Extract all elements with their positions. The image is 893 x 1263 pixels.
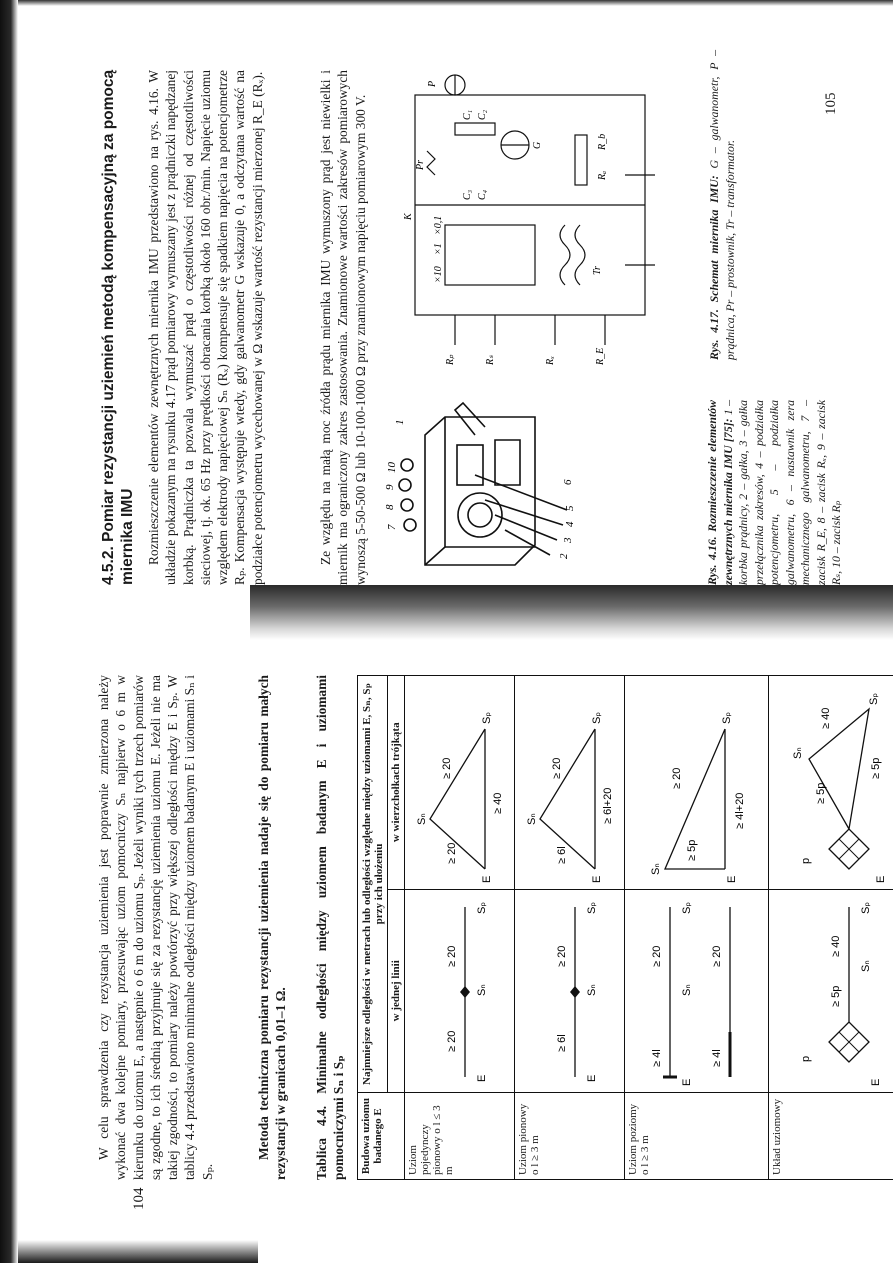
fig416-label-7: 7 (386, 524, 398, 530)
fig416-label-4: 4 (564, 521, 575, 527)
tri-c: ≥ 40 (492, 792, 504, 814)
fig416-label-9: 9 (385, 484, 396, 490)
fig416-label-1: 1 (394, 419, 406, 425)
row-label: Uziom pionowy o l ≥ 3 m (515, 1093, 625, 1180)
fig417-label-x1: ×1 (433, 243, 444, 255)
scan-edge-left (0, 0, 18, 1263)
table-row (625, 676, 769, 1180)
line-E: E (681, 1078, 693, 1086)
figure-4-16 (385, 400, 575, 585)
triangle-diagram (625, 676, 769, 890)
line-d1: ≥ 20 (446, 1030, 458, 1052)
line-d2: ≥ 20 (651, 945, 663, 967)
fig417-label-C4: C₄ (477, 189, 488, 200)
line-d3: ≥ 4l (711, 1049, 723, 1067)
line-E: E (586, 1074, 598, 1082)
table-row (769, 676, 893, 1180)
scan-edge-bottom-left (18, 1240, 258, 1263)
fig417-label-C3: C₃ (462, 189, 473, 200)
tri-a: ≥ 20 (446, 842, 458, 864)
line-Sn: Sₙ (681, 984, 693, 996)
body-paragraph-2: Ze względu na małą moc źródła prądu miernika IMU wymuszony prąd jest niewielki i miernik ma ograniczony zakres zastosowania. Znamionowe wartości zakresów pomiarowych wynoszą 5-50-500 Ω lub 10-100-1000 Ω przy znamionowym napięciu pomiarowym 300 V. (318, 70, 368, 585)
line-d2: ≥ 40 (830, 935, 842, 957)
method-heading: Metoda techniczna pomiaru rezystancji uziemienia nadaje się do pomiaru małych rezystancji w granicach 0,01–1 Ω. (256, 675, 289, 1180)
tri-Sp: Sₚ (868, 692, 880, 705)
tri-b: ≥ 5p (870, 757, 882, 779)
body-paragraph-1: Rozmieszczenie elementów zewnętrznych miernika IMU przedstawiono na rys. 4.16. W układzie pokazanym na rysunku 4.17 prąd pomiarowy wymuszany jest z prądniczki napędzanej korbką. Prądniczka ta pozwala wymuszać prąd o częstotliwości różnej od częstotliwości sieciowej, tj. ok. 65 Hz przy prędkości obracania korbką około 160 obr./min. Napięcie uziomu względem elektrody napięciowej Sₙ (Rₓ) kompensuje się spadkiem napięcia na potencjometrze Rₚ. Kompensacja występuje wtedy, gdy galwanometr G wskazuje 0, a odczytana wartość na podziałce potencjometru wycechowanej w Ω wskazuje wartość rezystancji mierzonej R_E (Rₓ). (146, 70, 265, 585)
page-number-105: 105 (823, 92, 839, 115)
table-row (405, 676, 515, 1180)
fig417-label-x01: ×0,1 (433, 215, 444, 235)
fig417-label-G: G (532, 141, 543, 149)
row-label: Układ uziomowy (769, 1093, 893, 1180)
table-caption: Tablica 4.4. Minimalne odległości między uziomem badanym E i uziomami pomocniczymi Sₙ i Sₚ (314, 675, 347, 1180)
line-Sn: Sₙ (586, 984, 598, 996)
figure-4-16-caption (705, 400, 845, 585)
table-header-line: w jednej linii (388, 889, 405, 1092)
tri-Sp: Sₚ (481, 711, 493, 724)
tri-b: ≥ 20 (671, 767, 683, 789)
tri-Sn: Sₙ (416, 812, 428, 825)
line-d2: ≥ 20 (556, 945, 568, 967)
tri-E: E (481, 875, 493, 883)
fig417-label-K: K (403, 213, 414, 220)
fig416-label-3: 3 (562, 537, 574, 543)
line-diagram (625, 889, 769, 1092)
imu-circuit-schematic (395, 45, 695, 375)
tri-a: ≥ 5p (815, 782, 827, 804)
tri-c: ≥ 40 (820, 707, 832, 729)
fig417-label-Pr: Pr (415, 160, 426, 170)
right-page (95, 25, 843, 585)
page-number-104: 104 (131, 1187, 147, 1210)
page-gutter-shadow (250, 585, 893, 640)
fig417-label-Tr: Tr (592, 266, 603, 275)
table-4-4 (357, 675, 893, 1180)
figure-4-17 (395, 45, 695, 375)
tri-E: E (875, 875, 887, 883)
line-E: E (476, 1074, 488, 1082)
fig417-label-Rs: Rₛ (485, 355, 496, 365)
fig416-caption-body: 1 – korbka prądnicy, 2 – gałka, 3 – gałka przełącznika zakresów, 4 – podziałka potencjometru, 5 – podziałka galwanometru, 6 – nastawnik zera mechanicznego galwanometru, 7 – zacisk R_E, 8 – zacisk Rₓ, 9 – zacisk Rₛ, 10 – zacisk Rₚ (720, 400, 843, 585)
fig417-label-Rp: Rₚ (445, 354, 456, 365)
fig416-caption-title: Rys. 4.16. Rozmieszczenie elementów zewnętrznych miernika IMU [75]: (705, 400, 735, 585)
fig417-label-Rb: R_b (597, 133, 608, 150)
figure-4-17-caption (707, 50, 738, 360)
row-label: Uziom pojedynczy pionowy o l ≤ 3 m (405, 1093, 515, 1180)
line-diagram (515, 889, 625, 1092)
imu-meter-drawing (385, 400, 575, 585)
fig417-label-C1: C₁ (462, 109, 473, 120)
table-header-distances: Najmniejsze odległości w metrach lub odległości względne między uziomami E, Sₙ, Sₚ przy ich ułożeniu (358, 676, 388, 1093)
line-d4: ≥ 20 (711, 945, 723, 967)
tri-p: p (800, 857, 812, 864)
line-diagram (769, 889, 893, 1092)
fig416-label-5: 5 (564, 505, 575, 511)
fig416-label-10: 10 (386, 462, 398, 473)
table-header-triangle: w wierzchołkach trójkąta (388, 676, 405, 890)
row-label: Uziom poziomy o l ≥ 3 m (625, 1093, 769, 1180)
line-E: E (870, 1078, 882, 1086)
tri-E: E (726, 875, 738, 883)
fig416-label-2: 2 (558, 553, 570, 559)
line-d1: ≥ 4l (651, 1049, 663, 1067)
left-paragraph-1: W celu sprawdzenia czy rezystancja uziemienia jest poprawnie zmierzona należy wykonać dwa kolejne pomiary, przesuwając uziom pomocniczy Sₙ najpierw o 6 m w kierunku do uziomu E, a następnie o 6 m do uziomu Sₚ. Jeżeli wyniki tych trzech pomiarów są zgodne, to ich średnią przyjmuje się za rezystancję uziemienia uziomu E. Jeżeli nie ma takiej zgodności, to pomiary należy powtórzyć przy większej odległości między E i Sₚ. W tablicy 4.4 przedstawiono minimalne odległości między uziomem badanym E i uziomami Sₙ i Sₚ. (96, 675, 215, 1180)
table-row (515, 676, 625, 1180)
table-header-construction: Budowa uziomu badanego E (358, 1093, 405, 1180)
fig417-label-Rx: Rₓ (545, 356, 556, 365)
fig416-label-6: 6 (562, 479, 574, 485)
tri-Sn: Sₙ (526, 812, 538, 825)
fig417-label-x10: ×10 (433, 266, 444, 283)
tri-c: ≥ 4l+20 (734, 792, 746, 829)
fig417-caption-body: G – galwanometr, P – prądnica, Pr – prostownik, Tr – transformator. (707, 50, 737, 360)
line-d1: ≥ 6l (556, 1034, 568, 1052)
tri-Sn: Sₙ (650, 862, 662, 875)
line-d2: ≥ 20 (446, 945, 458, 967)
scan-edge-top (18, 0, 893, 6)
fig416-label-8: 8 (385, 504, 396, 510)
triangle-diagram (405, 676, 515, 890)
line-Sp: Sₚ (681, 901, 693, 914)
line-Sp: Sₚ (476, 901, 488, 914)
line-Sp: Sₚ (860, 901, 872, 914)
line-d1: ≥ 5p (830, 985, 842, 1007)
fig417-caption-title: Rys. 4.17. Schemat miernika IMU: (707, 175, 721, 360)
tri-c: ≥ 6l+20 (602, 787, 614, 824)
line-Sn: Sₙ (476, 984, 488, 996)
tri-a: ≥ 6l (556, 845, 568, 864)
line-diagram (405, 889, 515, 1092)
tri-b: ≥ 20 (551, 757, 563, 779)
tri-Sp: Sₚ (721, 711, 733, 724)
fig417-label-Ra: Rₐ (597, 170, 608, 180)
triangle-diagram (769, 676, 893, 890)
left-page (95, 675, 887, 1210)
tri-Sp: Sₚ (591, 711, 603, 724)
fig417-label-P: P (427, 80, 438, 87)
line-Sp: Sₚ (586, 901, 598, 914)
fig417-label-C2: C₂ (477, 109, 488, 120)
fig417-label-Re: R_E (595, 347, 606, 365)
line-Sn: Sₙ (860, 960, 872, 972)
tri-Sn: Sₙ (792, 746, 804, 759)
tri-a: ≥ 5p (686, 839, 698, 861)
tri-b: ≥ 20 (441, 757, 453, 779)
section-heading: 4.5.2. Pomiar rezystancji uziemień metodą kompensacyjną za pomocą miernika IMU (100, 69, 136, 585)
line-p: p (800, 1055, 812, 1062)
tri-E: E (591, 875, 603, 883)
triangle-diagram (515, 676, 625, 890)
